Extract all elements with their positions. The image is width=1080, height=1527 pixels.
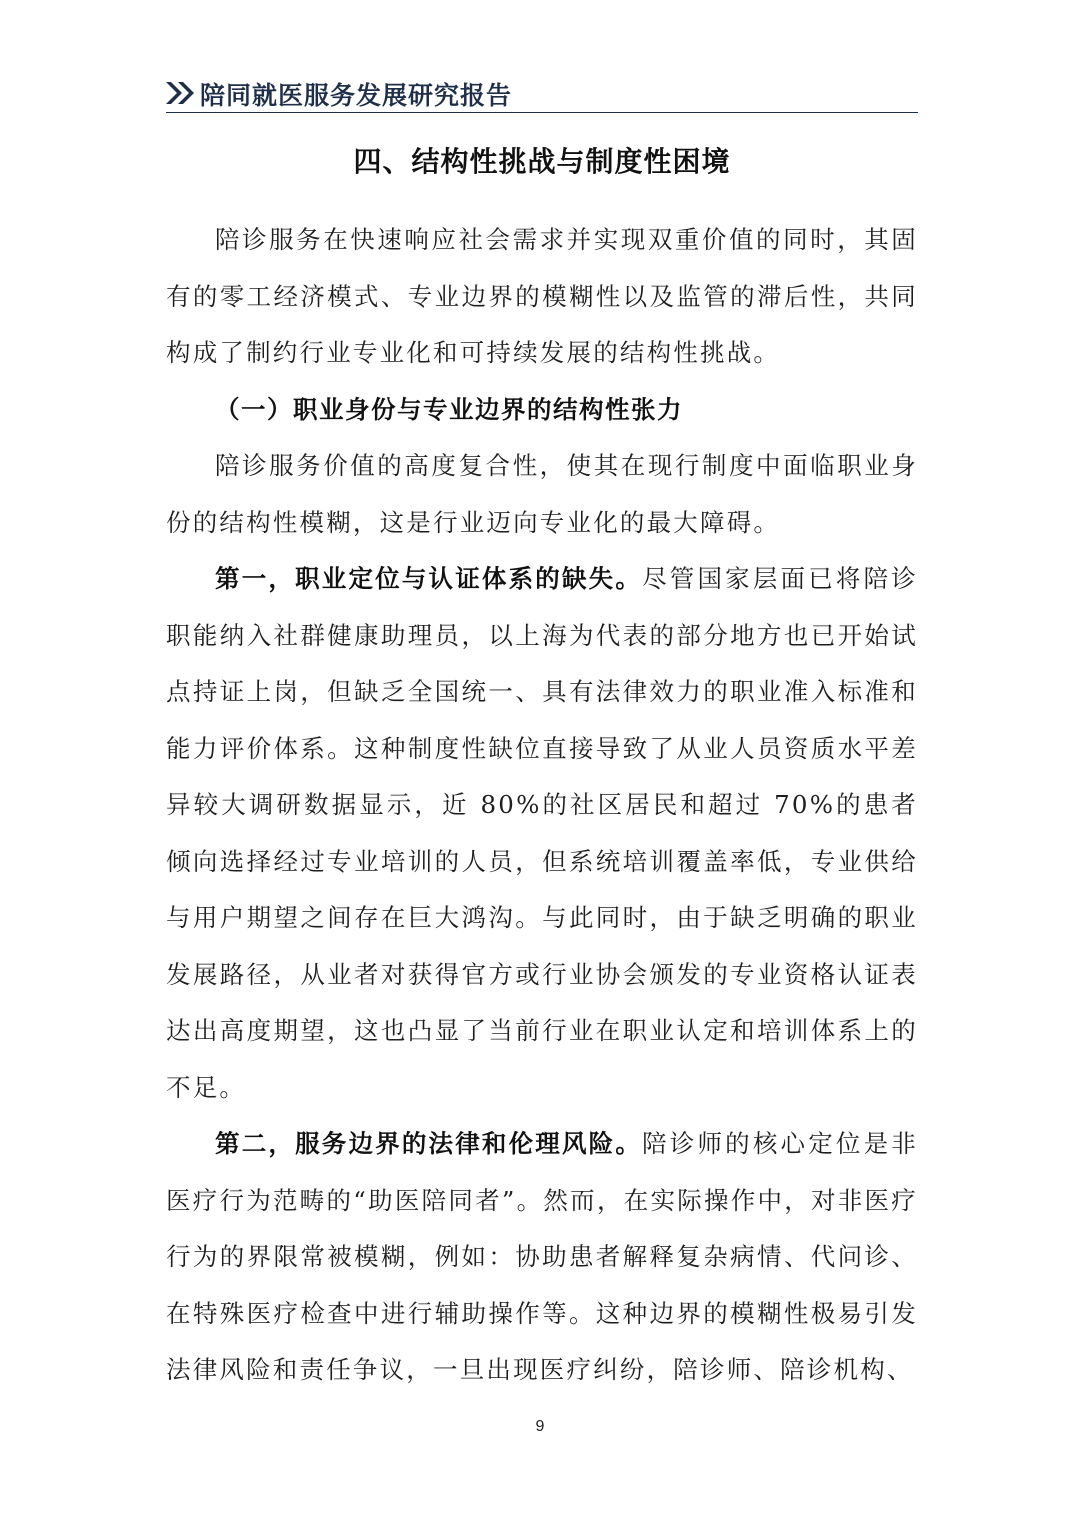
paragraph-text: 尽管国家层面已将陪诊职能纳入社群健康助理员，以上海为代表的部分地方也已开始试点持证上岗，但缺乏全国统一、具有法律效力的职业准入标准和能力评价体系。这种制度性缺位直接导致了从业人员资质水平差异较大调研数据显示，近 80%的社区居民和超过 70%的患者倾向选择经过专业培训的人员，但系统培训覆盖率低，专业供给与用户期望之间存在巨大鸿沟。与此同时，由于缺乏明确的职业发展路径，从业者对获得官方或行业协会颁发的专业资格认证表达出高度期望，这也凸显了当前行业在职业认定和培训体系上的不足。 [166,564,919,1102]
paragraph-point-one [166,551,918,1116]
paragraph-text: 陪诊服务价值的高度复合性，使其在现行制度中面临职业身份的结构性模糊，这是行业迈向专业化的最大障碍。 [166,451,918,537]
page-header [166,72,918,113]
double-chevron-right-icon [166,82,200,104]
subsection-heading [166,382,918,439]
paragraph-text: 陪诊服务在快速响应社会需求并实现双重价值的同时，其固有的零工经济模式、专业边界的模糊性以及监管的滞后性，共同构成了制约行业专业化和可持续发展的结构性挑战。 [166,225,918,367]
page-number: 9 [535,1418,545,1435]
document-body [166,212,918,1399]
paragraph-text: 陪诊师的核心定位是非医疗行为范畴的“助医陪同者”。然而，在实际操作中，对非医疗行为的界限常被模糊，例如：协助患者解释复杂病情、代问诊、在特殊医疗检查中进行辅助操作等。这种边界的模糊性极易引发法律风险和责任争议，一旦出现医疗纠纷，陪诊师、陪诊机构、 [166,1129,919,1384]
report-title: 陪同就医服务发展研究报告 [200,81,513,110]
point-lead: 第一，职业定位与认证体系的缺失。 [215,564,643,593]
point-lead: 第二，服务边界的法律和伦理风险。 [215,1129,643,1158]
paragraph-subsection-intro [166,438,918,551]
paragraph-point-two [166,1116,918,1399]
subsection-title: （一）职业身份与专业边界的结构性张力 [215,394,683,424]
section-title: 四、结构性挑战与制度性困境 [353,145,731,178]
paragraph-intro [166,212,918,382]
